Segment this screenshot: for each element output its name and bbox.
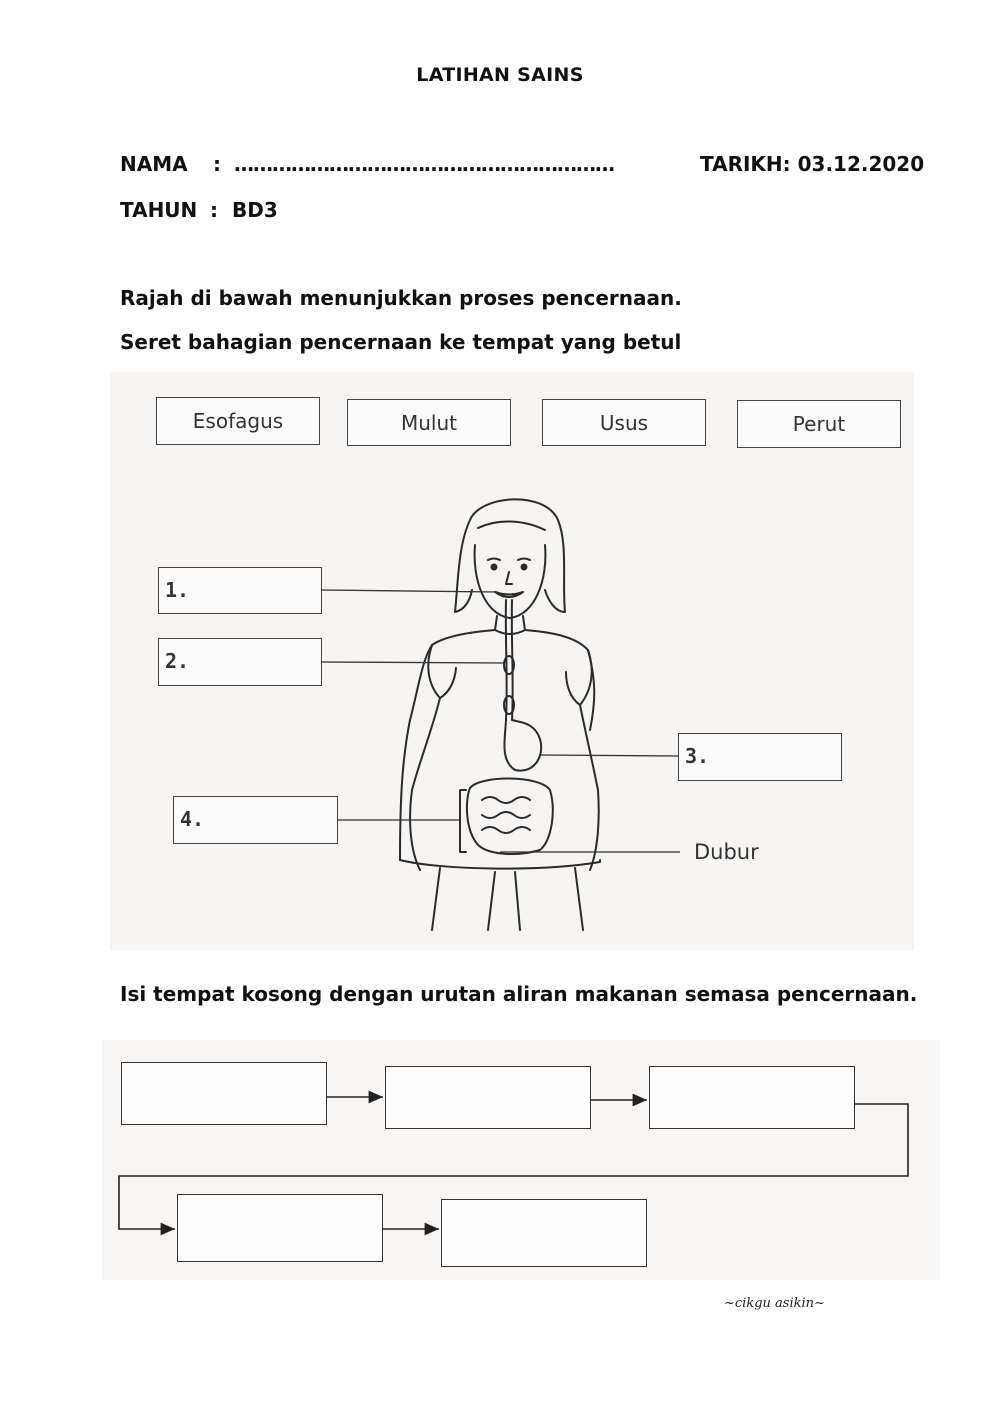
drop-target-4[interactable]: 4. bbox=[173, 796, 338, 844]
chip-usus[interactable]: Usus bbox=[542, 399, 706, 446]
instruction-3: Isi tempat kosong dengan urutan aliran makanan semasa pencernaan. bbox=[120, 982, 918, 1006]
instruction-2: Seret bahagian pencernaan ke tempat yang betul bbox=[120, 330, 682, 354]
drop-target-2[interactable]: 2. bbox=[158, 638, 322, 686]
instruction-1: Rajah di bawah menunjukkan proses pencernaan. bbox=[120, 286, 682, 310]
signature: ~cikgu asikin~ bbox=[724, 1296, 825, 1311]
nama-blank[interactable]: …………………………………………………… bbox=[234, 152, 614, 176]
arrow-3-4 bbox=[119, 1104, 908, 1229]
chip-perut[interactable]: Perut bbox=[737, 400, 901, 448]
dubur-label: Dubur bbox=[694, 840, 759, 864]
page-title: LATIHAN SAINS bbox=[416, 64, 584, 86]
tarikh-date: TARIKH: 03.12.2020 bbox=[700, 152, 925, 176]
chip-mulut[interactable]: Mulut bbox=[347, 399, 511, 446]
drop-target-1[interactable]: 1. bbox=[158, 567, 322, 614]
tahun-colon: : bbox=[210, 198, 218, 222]
chip-esofagus[interactable]: Esofagus bbox=[156, 397, 320, 445]
tahun-value: BD3 bbox=[232, 198, 278, 222]
nama-colon: : bbox=[213, 152, 221, 176]
drop-target-3[interactable]: 3. bbox=[678, 733, 842, 781]
nama-label: NAMA bbox=[120, 152, 188, 176]
tahun-label: TAHUN bbox=[120, 198, 198, 222]
